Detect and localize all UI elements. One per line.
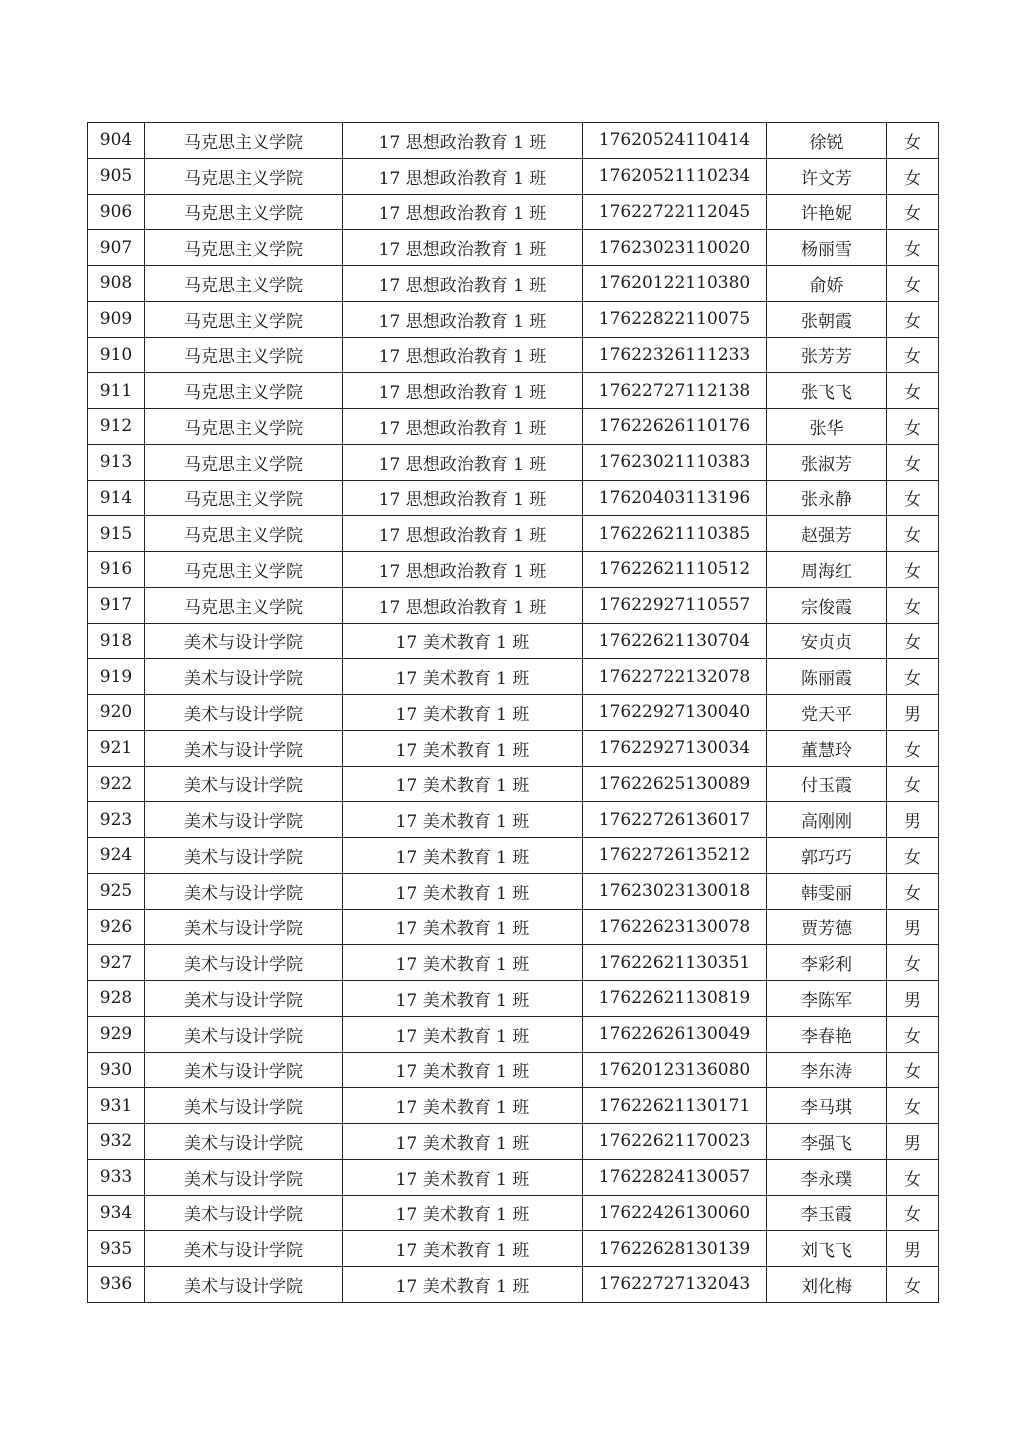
class-cell: 17 思想政治教育 1 班 — [343, 409, 583, 445]
class-cell: 17 思想政治教育 1 班 — [343, 587, 583, 623]
college-cell: 马克思主义学院 — [145, 444, 343, 480]
student-name-cell: 李强飞 — [767, 1124, 887, 1160]
student-name-cell: 李陈军 — [767, 981, 887, 1017]
student-id-cell: 17622726136017 — [583, 802, 767, 838]
class-cell: 17 思想政治教育 1 班 — [343, 123, 583, 159]
student-id-cell: 17620122110380 — [583, 266, 767, 302]
table-row — [88, 873, 939, 909]
student-name-cell: 刘飞飞 — [767, 1231, 887, 1267]
student-name-cell: 张永静 — [767, 480, 887, 516]
student-name-cell: 付玉霞 — [767, 766, 887, 802]
table-row — [88, 1088, 939, 1124]
class-cell: 17 美术教育 1 班 — [343, 981, 583, 1017]
gender-cell: 女 — [887, 766, 939, 802]
row-number-cell: 921 — [88, 730, 145, 766]
student-id-cell: 17622727132043 — [583, 1267, 767, 1303]
college-cell: 美术与设计学院 — [145, 909, 343, 945]
table-row — [88, 373, 939, 409]
gender-cell: 女 — [887, 480, 939, 516]
class-cell: 17 美术教育 1 班 — [343, 1088, 583, 1124]
row-number-cell: 928 — [88, 981, 145, 1017]
row-number-cell: 912 — [88, 409, 145, 445]
class-cell: 17 美术教育 1 班 — [343, 1231, 583, 1267]
class-cell: 17 思想政治教育 1 班 — [343, 230, 583, 266]
gender-cell: 女 — [887, 730, 939, 766]
gender-cell: 男 — [887, 981, 939, 1017]
table-row — [88, 730, 939, 766]
table-row — [88, 1124, 939, 1160]
table-row — [88, 409, 939, 445]
row-number-cell: 932 — [88, 1124, 145, 1160]
row-number-cell: 916 — [88, 552, 145, 588]
table-row — [88, 838, 939, 874]
table-row — [88, 266, 939, 302]
row-number-cell: 929 — [88, 1016, 145, 1052]
gender-cell: 女 — [887, 623, 939, 659]
student-name-cell: 李春艳 — [767, 1016, 887, 1052]
student-name-cell: 张飞飞 — [767, 373, 887, 409]
gender-cell: 男 — [887, 1124, 939, 1160]
class-cell: 17 思想政治教育 1 班 — [343, 516, 583, 552]
row-number-cell: 934 — [88, 1195, 145, 1231]
college-cell: 马克思主义学院 — [145, 373, 343, 409]
class-cell: 17 思想政治教育 1 班 — [343, 373, 583, 409]
gender-cell: 女 — [887, 337, 939, 373]
college-cell: 美术与设计学院 — [145, 1159, 343, 1195]
student-id-cell: 17622626110176 — [583, 409, 767, 445]
table-row — [88, 444, 939, 480]
student-id-cell: 17622621110385 — [583, 516, 767, 552]
college-cell: 马克思主义学院 — [145, 552, 343, 588]
college-cell: 马克思主义学院 — [145, 480, 343, 516]
table-row — [88, 552, 939, 588]
row-number-cell: 913 — [88, 444, 145, 480]
row-number-cell: 935 — [88, 1231, 145, 1267]
student-name-cell: 李彩利 — [767, 945, 887, 981]
class-cell: 17 美术教育 1 班 — [343, 909, 583, 945]
class-cell: 17 美术教育 1 班 — [343, 802, 583, 838]
table-row — [88, 480, 939, 516]
class-cell: 17 思想政治教育 1 班 — [343, 480, 583, 516]
college-cell: 美术与设计学院 — [145, 981, 343, 1017]
college-cell: 马克思主义学院 — [145, 587, 343, 623]
table-row — [88, 516, 939, 552]
gender-cell: 女 — [887, 1267, 939, 1303]
gender-cell: 女 — [887, 1052, 939, 1088]
class-cell: 17 美术教育 1 班 — [343, 1052, 583, 1088]
student-name-cell: 贾芳德 — [767, 909, 887, 945]
student-roster-table — [87, 122, 939, 1303]
table-row — [88, 659, 939, 695]
college-cell: 马克思主义学院 — [145, 516, 343, 552]
row-number-cell: 927 — [88, 945, 145, 981]
student-name-cell: 徐锐 — [767, 123, 887, 159]
gender-cell: 女 — [887, 409, 939, 445]
table-row — [88, 123, 939, 159]
row-number-cell: 907 — [88, 230, 145, 266]
table-row — [88, 695, 939, 731]
gender-cell: 女 — [887, 123, 939, 159]
student-id-cell: 17622621110512 — [583, 552, 767, 588]
table-row — [88, 1016, 939, 1052]
student-id-cell: 17620524110414 — [583, 123, 767, 159]
table-row — [88, 194, 939, 230]
table-row — [88, 1159, 939, 1195]
college-cell: 美术与设计学院 — [145, 1267, 343, 1303]
college-cell: 马克思主义学院 — [145, 337, 343, 373]
table-row — [88, 301, 939, 337]
college-cell: 美术与设计学院 — [145, 766, 343, 802]
row-number-cell: 923 — [88, 802, 145, 838]
class-cell: 17 美术教育 1 班 — [343, 1016, 583, 1052]
row-number-cell: 924 — [88, 838, 145, 874]
student-id-cell: 17622621130351 — [583, 945, 767, 981]
class-cell: 17 思想政治教育 1 班 — [343, 552, 583, 588]
row-number-cell: 930 — [88, 1052, 145, 1088]
class-cell: 17 美术教育 1 班 — [343, 873, 583, 909]
table-row — [88, 1052, 939, 1088]
student-name-cell: 董慧玲 — [767, 730, 887, 766]
gender-cell: 男 — [887, 695, 939, 731]
college-cell: 马克思主义学院 — [145, 301, 343, 337]
student-id-cell: 17622824130057 — [583, 1159, 767, 1195]
college-cell: 美术与设计学院 — [145, 873, 343, 909]
student-name-cell: 俞娇 — [767, 266, 887, 302]
student-id-cell: 17622621130819 — [583, 981, 767, 1017]
class-cell: 17 思想政治教育 1 班 — [343, 301, 583, 337]
row-number-cell: 909 — [88, 301, 145, 337]
table-row — [88, 337, 939, 373]
gender-cell: 女 — [887, 873, 939, 909]
college-cell: 美术与设计学院 — [145, 1052, 343, 1088]
student-id-cell: 17622625130089 — [583, 766, 767, 802]
student-id-cell: 17622727112138 — [583, 373, 767, 409]
row-number-cell: 918 — [88, 623, 145, 659]
table-row — [88, 909, 939, 945]
table-row — [88, 1231, 939, 1267]
gender-cell: 女 — [887, 838, 939, 874]
document-page — [87, 122, 938, 1303]
student-name-cell: 张朝霞 — [767, 301, 887, 337]
row-number-cell: 920 — [88, 695, 145, 731]
college-cell: 马克思主义学院 — [145, 123, 343, 159]
gender-cell: 女 — [887, 587, 939, 623]
student-id-cell: 17623023110020 — [583, 230, 767, 266]
student-name-cell: 刘化梅 — [767, 1267, 887, 1303]
student-id-cell: 17622626130049 — [583, 1016, 767, 1052]
student-name-cell: 周海红 — [767, 552, 887, 588]
class-cell: 17 美术教育 1 班 — [343, 1267, 583, 1303]
table-row — [88, 230, 939, 266]
row-number-cell: 926 — [88, 909, 145, 945]
college-cell: 美术与设计学院 — [145, 623, 343, 659]
student-id-cell: 17622621130704 — [583, 623, 767, 659]
college-cell: 美术与设计学院 — [145, 695, 343, 731]
college-cell: 美术与设计学院 — [145, 1124, 343, 1160]
gender-cell: 女 — [887, 444, 939, 480]
college-cell: 马克思主义学院 — [145, 409, 343, 445]
class-cell: 17 美术教育 1 班 — [343, 695, 583, 731]
college-cell: 美术与设计学院 — [145, 1195, 343, 1231]
gender-cell: 女 — [887, 230, 939, 266]
student-name-cell: 党天平 — [767, 695, 887, 731]
class-cell: 17 美术教育 1 班 — [343, 1124, 583, 1160]
class-cell: 17 美术教育 1 班 — [343, 945, 583, 981]
row-number-cell: 925 — [88, 873, 145, 909]
student-id-cell: 17622621130171 — [583, 1088, 767, 1124]
student-id-cell: 17620521110234 — [583, 158, 767, 194]
table-row — [88, 981, 939, 1017]
gender-cell: 女 — [887, 301, 939, 337]
student-id-cell: 17623023130018 — [583, 873, 767, 909]
gender-cell: 女 — [887, 158, 939, 194]
class-cell: 17 思想政治教育 1 班 — [343, 444, 583, 480]
class-cell: 17 美术教育 1 班 — [343, 659, 583, 695]
college-cell: 美术与设计学院 — [145, 1231, 343, 1267]
college-cell: 马克思主义学院 — [145, 158, 343, 194]
student-name-cell: 陈丽霞 — [767, 659, 887, 695]
gender-cell: 女 — [887, 194, 939, 230]
student-name-cell: 宗俊霞 — [767, 587, 887, 623]
class-cell: 17 美术教育 1 班 — [343, 838, 583, 874]
student-name-cell: 张淑芳 — [767, 444, 887, 480]
gender-cell: 女 — [887, 1088, 939, 1124]
student-id-cell: 17622623130078 — [583, 909, 767, 945]
gender-cell: 女 — [887, 373, 939, 409]
student-id-cell: 17620403113196 — [583, 480, 767, 516]
class-cell: 17 美术教育 1 班 — [343, 730, 583, 766]
gender-cell: 女 — [887, 659, 939, 695]
class-cell: 17 美术教育 1 班 — [343, 1159, 583, 1195]
class-cell: 17 思想政治教育 1 班 — [343, 337, 583, 373]
student-id-cell: 17622722132078 — [583, 659, 767, 695]
gender-cell: 男 — [887, 1231, 939, 1267]
table-row — [88, 802, 939, 838]
table-body — [88, 123, 939, 1303]
student-id-cell: 17622822110075 — [583, 301, 767, 337]
gender-cell: 男 — [887, 909, 939, 945]
row-number-cell: 911 — [88, 373, 145, 409]
student-id-cell: 17622927130034 — [583, 730, 767, 766]
class-cell: 17 思想政治教育 1 班 — [343, 266, 583, 302]
student-id-cell: 17622628130139 — [583, 1231, 767, 1267]
student-id-cell: 17622722112045 — [583, 194, 767, 230]
table-row — [88, 766, 939, 802]
college-cell: 美术与设计学院 — [145, 730, 343, 766]
student-id-cell: 17622927130040 — [583, 695, 767, 731]
student-name-cell: 李东涛 — [767, 1052, 887, 1088]
table-row — [88, 1195, 939, 1231]
student-id-cell: 17622426130060 — [583, 1195, 767, 1231]
student-name-cell: 许文芳 — [767, 158, 887, 194]
row-number-cell: 917 — [88, 587, 145, 623]
college-cell: 马克思主义学院 — [145, 266, 343, 302]
row-number-cell: 914 — [88, 480, 145, 516]
row-number-cell: 933 — [88, 1159, 145, 1195]
student-name-cell: 郭巧巧 — [767, 838, 887, 874]
gender-cell: 男 — [887, 802, 939, 838]
student-id-cell: 17622621170023 — [583, 1124, 767, 1160]
row-number-cell: 908 — [88, 266, 145, 302]
gender-cell: 女 — [887, 945, 939, 981]
table-row — [88, 587, 939, 623]
college-cell: 美术与设计学院 — [145, 659, 343, 695]
gender-cell: 女 — [887, 1016, 939, 1052]
college-cell: 美术与设计学院 — [145, 838, 343, 874]
table-row — [88, 158, 939, 194]
college-cell: 美术与设计学院 — [145, 1016, 343, 1052]
student-id-cell: 17622927110557 — [583, 587, 767, 623]
college-cell: 马克思主义学院 — [145, 194, 343, 230]
row-number-cell: 904 — [88, 123, 145, 159]
student-id-cell: 17622326111233 — [583, 337, 767, 373]
gender-cell: 女 — [887, 552, 939, 588]
row-number-cell: 931 — [88, 1088, 145, 1124]
college-cell: 美术与设计学院 — [145, 945, 343, 981]
college-cell: 美术与设计学院 — [145, 1088, 343, 1124]
gender-cell: 女 — [887, 1159, 939, 1195]
student-name-cell: 李马琪 — [767, 1088, 887, 1124]
gender-cell: 女 — [887, 516, 939, 552]
class-cell: 17 美术教育 1 班 — [343, 1195, 583, 1231]
row-number-cell: 915 — [88, 516, 145, 552]
student-name-cell: 许艳妮 — [767, 194, 887, 230]
row-number-cell: 922 — [88, 766, 145, 802]
student-name-cell: 赵强芳 — [767, 516, 887, 552]
row-number-cell: 936 — [88, 1267, 145, 1303]
student-name-cell: 张芳芳 — [767, 337, 887, 373]
student-id-cell: 17623021110383 — [583, 444, 767, 480]
college-cell: 美术与设计学院 — [145, 802, 343, 838]
gender-cell: 女 — [887, 266, 939, 302]
class-cell: 17 美术教育 1 班 — [343, 623, 583, 659]
college-cell: 马克思主义学院 — [145, 230, 343, 266]
row-number-cell: 919 — [88, 659, 145, 695]
student-id-cell: 17620123136080 — [583, 1052, 767, 1088]
student-name-cell: 李玉霞 — [767, 1195, 887, 1231]
student-name-cell: 韩雯丽 — [767, 873, 887, 909]
student-name-cell: 李永璞 — [767, 1159, 887, 1195]
gender-cell: 女 — [887, 1195, 939, 1231]
row-number-cell: 905 — [88, 158, 145, 194]
student-id-cell: 17622726135212 — [583, 838, 767, 874]
student-name-cell: 杨丽雪 — [767, 230, 887, 266]
table-row — [88, 945, 939, 981]
row-number-cell: 906 — [88, 194, 145, 230]
class-cell: 17 思想政治教育 1 班 — [343, 194, 583, 230]
row-number-cell: 910 — [88, 337, 145, 373]
class-cell: 17 美术教育 1 班 — [343, 766, 583, 802]
class-cell: 17 思想政治教育 1 班 — [343, 158, 583, 194]
table-row — [88, 1267, 939, 1303]
student-name-cell: 张华 — [767, 409, 887, 445]
student-name-cell: 安贞贞 — [767, 623, 887, 659]
student-name-cell: 高刚刚 — [767, 802, 887, 838]
table-row — [88, 623, 939, 659]
